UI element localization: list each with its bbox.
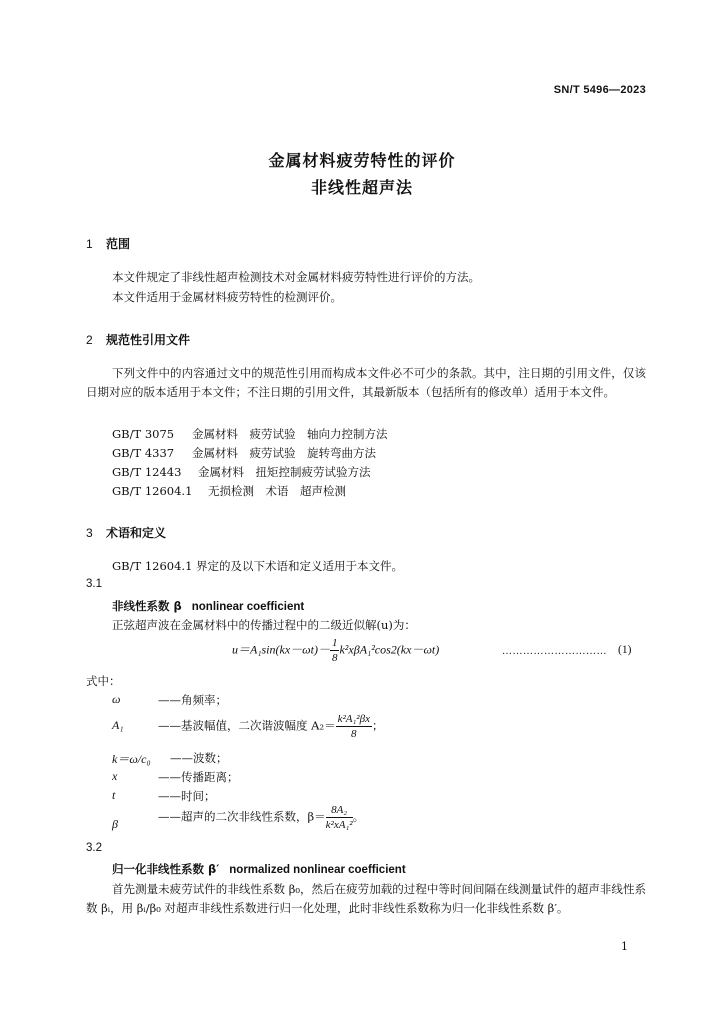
clause-number: 3.1	[86, 578, 102, 590]
document-subtitle: 非线性超声法	[310, 178, 413, 197]
fraction-numerator: 8A₂	[326, 803, 353, 818]
variable-description-text: ——超声的二次非线性系数，β＝	[158, 809, 326, 824]
section-number: 3	[86, 526, 93, 540]
variable-description	[158, 803, 364, 832]
fraction-denominator: k²xA₁²	[325, 819, 353, 831]
equation-right: k²xβA₁²cos2(kx－ωt)	[339, 642, 440, 657]
reference-title: 金属材料 疲劳试验 旋转弯曲方法	[192, 446, 376, 460]
reference-item	[112, 426, 388, 442]
reference-code: GB/T 12443	[112, 465, 182, 479]
variable-description	[158, 712, 383, 741]
reference-item	[112, 483, 346, 499]
document-title: 金属材料疲劳特性的评价	[268, 151, 456, 170]
punctuation: 。	[352, 809, 365, 824]
term-english: normalized nonlinear coefficient	[229, 864, 406, 876]
section-1-heading	[86, 235, 130, 252]
fraction-numerator: 1	[331, 637, 338, 649]
paragraph: 下列文件中的内容通过文中的规范性引用而构成本文件必不可少的条款。其中，注日期的引用文件，仅该日期对应的版本适用于本文件；不注日期的引用文件，其最新版本（包括所有的修改单）适用于本文件。	[86, 366, 646, 399]
variable-symbol: β	[112, 817, 118, 831]
reference-code: GB/T 12604.1	[112, 484, 193, 498]
fraction-denominator: 8	[331, 652, 338, 664]
beta-fraction	[326, 803, 353, 832]
variable-description: ——传播距离；	[158, 770, 239, 784]
paragraph: 本文件适用于金属材料疲劳特性的检测评价。	[112, 290, 342, 304]
reference-title: 无损检测 术语 超声检测	[208, 484, 346, 498]
reference-item	[112, 464, 371, 480]
variable-symbol: A₁	[112, 718, 124, 732]
variable-description: ——角频率；	[158, 693, 227, 707]
clause-number: 3.2	[86, 842, 102, 854]
variable-symbol: t	[112, 788, 116, 802]
definition-text: 正弦超声波在金属材料中的传播过程中的二级近似解(u)为：	[112, 618, 416, 632]
section-title: 范围	[106, 237, 131, 251]
definition-text: 首先测量未疲劳试件的非线性系数 β₀，然后在疲劳加载的过程中等时间间隔在线测量试件的超声非线性系数 βᵢ，用 βᵢ/β₀ 对超声非线性系数进行归一化处理，此时非线性系数称为归一化非线性系数 β′。	[86, 882, 646, 915]
equation-leader-dots: …………………………	[502, 646, 607, 657]
equation-number: (1)	[618, 644, 632, 656]
paragraph: GB/T 12604.1 界定的及以下术语和定义适用于本文件。	[112, 559, 404, 573]
reference-title: 金属材料 扭矩控制疲劳试验方法	[198, 465, 371, 479]
term-heading	[112, 598, 304, 614]
section-title: 术语和定义	[106, 526, 167, 540]
variable-description: ——波数；	[170, 751, 228, 765]
section-title: 规范性引用文件	[106, 333, 191, 347]
section-2-heading	[86, 331, 190, 348]
punctuation: ；	[371, 718, 384, 733]
variable-symbol: k＝ω/c₀	[112, 752, 151, 766]
standard-code: SN/T 5496—2023	[553, 84, 646, 96]
variable-description: ——时间；	[158, 789, 216, 803]
equation-left: u＝A₁sin(kx－ωt)－	[232, 642, 330, 657]
section-number: 1	[86, 237, 93, 251]
section-number: 2	[86, 333, 93, 347]
variable-description-text: ——基波幅值，二次谐波幅度 A₂＝	[158, 718, 336, 733]
reference-code: GB/T 4337	[112, 446, 175, 460]
reference-title: 金属材料 疲劳试验 轴向力控制方法	[192, 427, 388, 441]
reference-item	[112, 445, 376, 461]
where-label: 式中：	[86, 674, 121, 688]
a2-fraction	[336, 712, 372, 741]
paragraph: 本文件规定了非线性超声检测技术对金属材料疲劳特性进行评价的方法。	[112, 270, 480, 284]
fraction-numerator: k²A₁²βx	[337, 713, 370, 725]
variable-symbol: ω	[112, 692, 121, 706]
term-english: nonlinear coefficient	[191, 601, 305, 613]
equation-1	[232, 636, 439, 665]
page-number: 1	[621, 940, 628, 953]
section-3-heading	[86, 524, 166, 541]
fraction-denominator: 8	[351, 728, 357, 740]
term-chinese: 非线性系数 β	[112, 599, 182, 613]
reference-code: GB/T 3075	[112, 427, 175, 441]
term-chinese: 归一化非线性系数 β′	[112, 862, 220, 876]
variable-symbol: x	[112, 769, 118, 783]
term-heading	[112, 861, 406, 877]
